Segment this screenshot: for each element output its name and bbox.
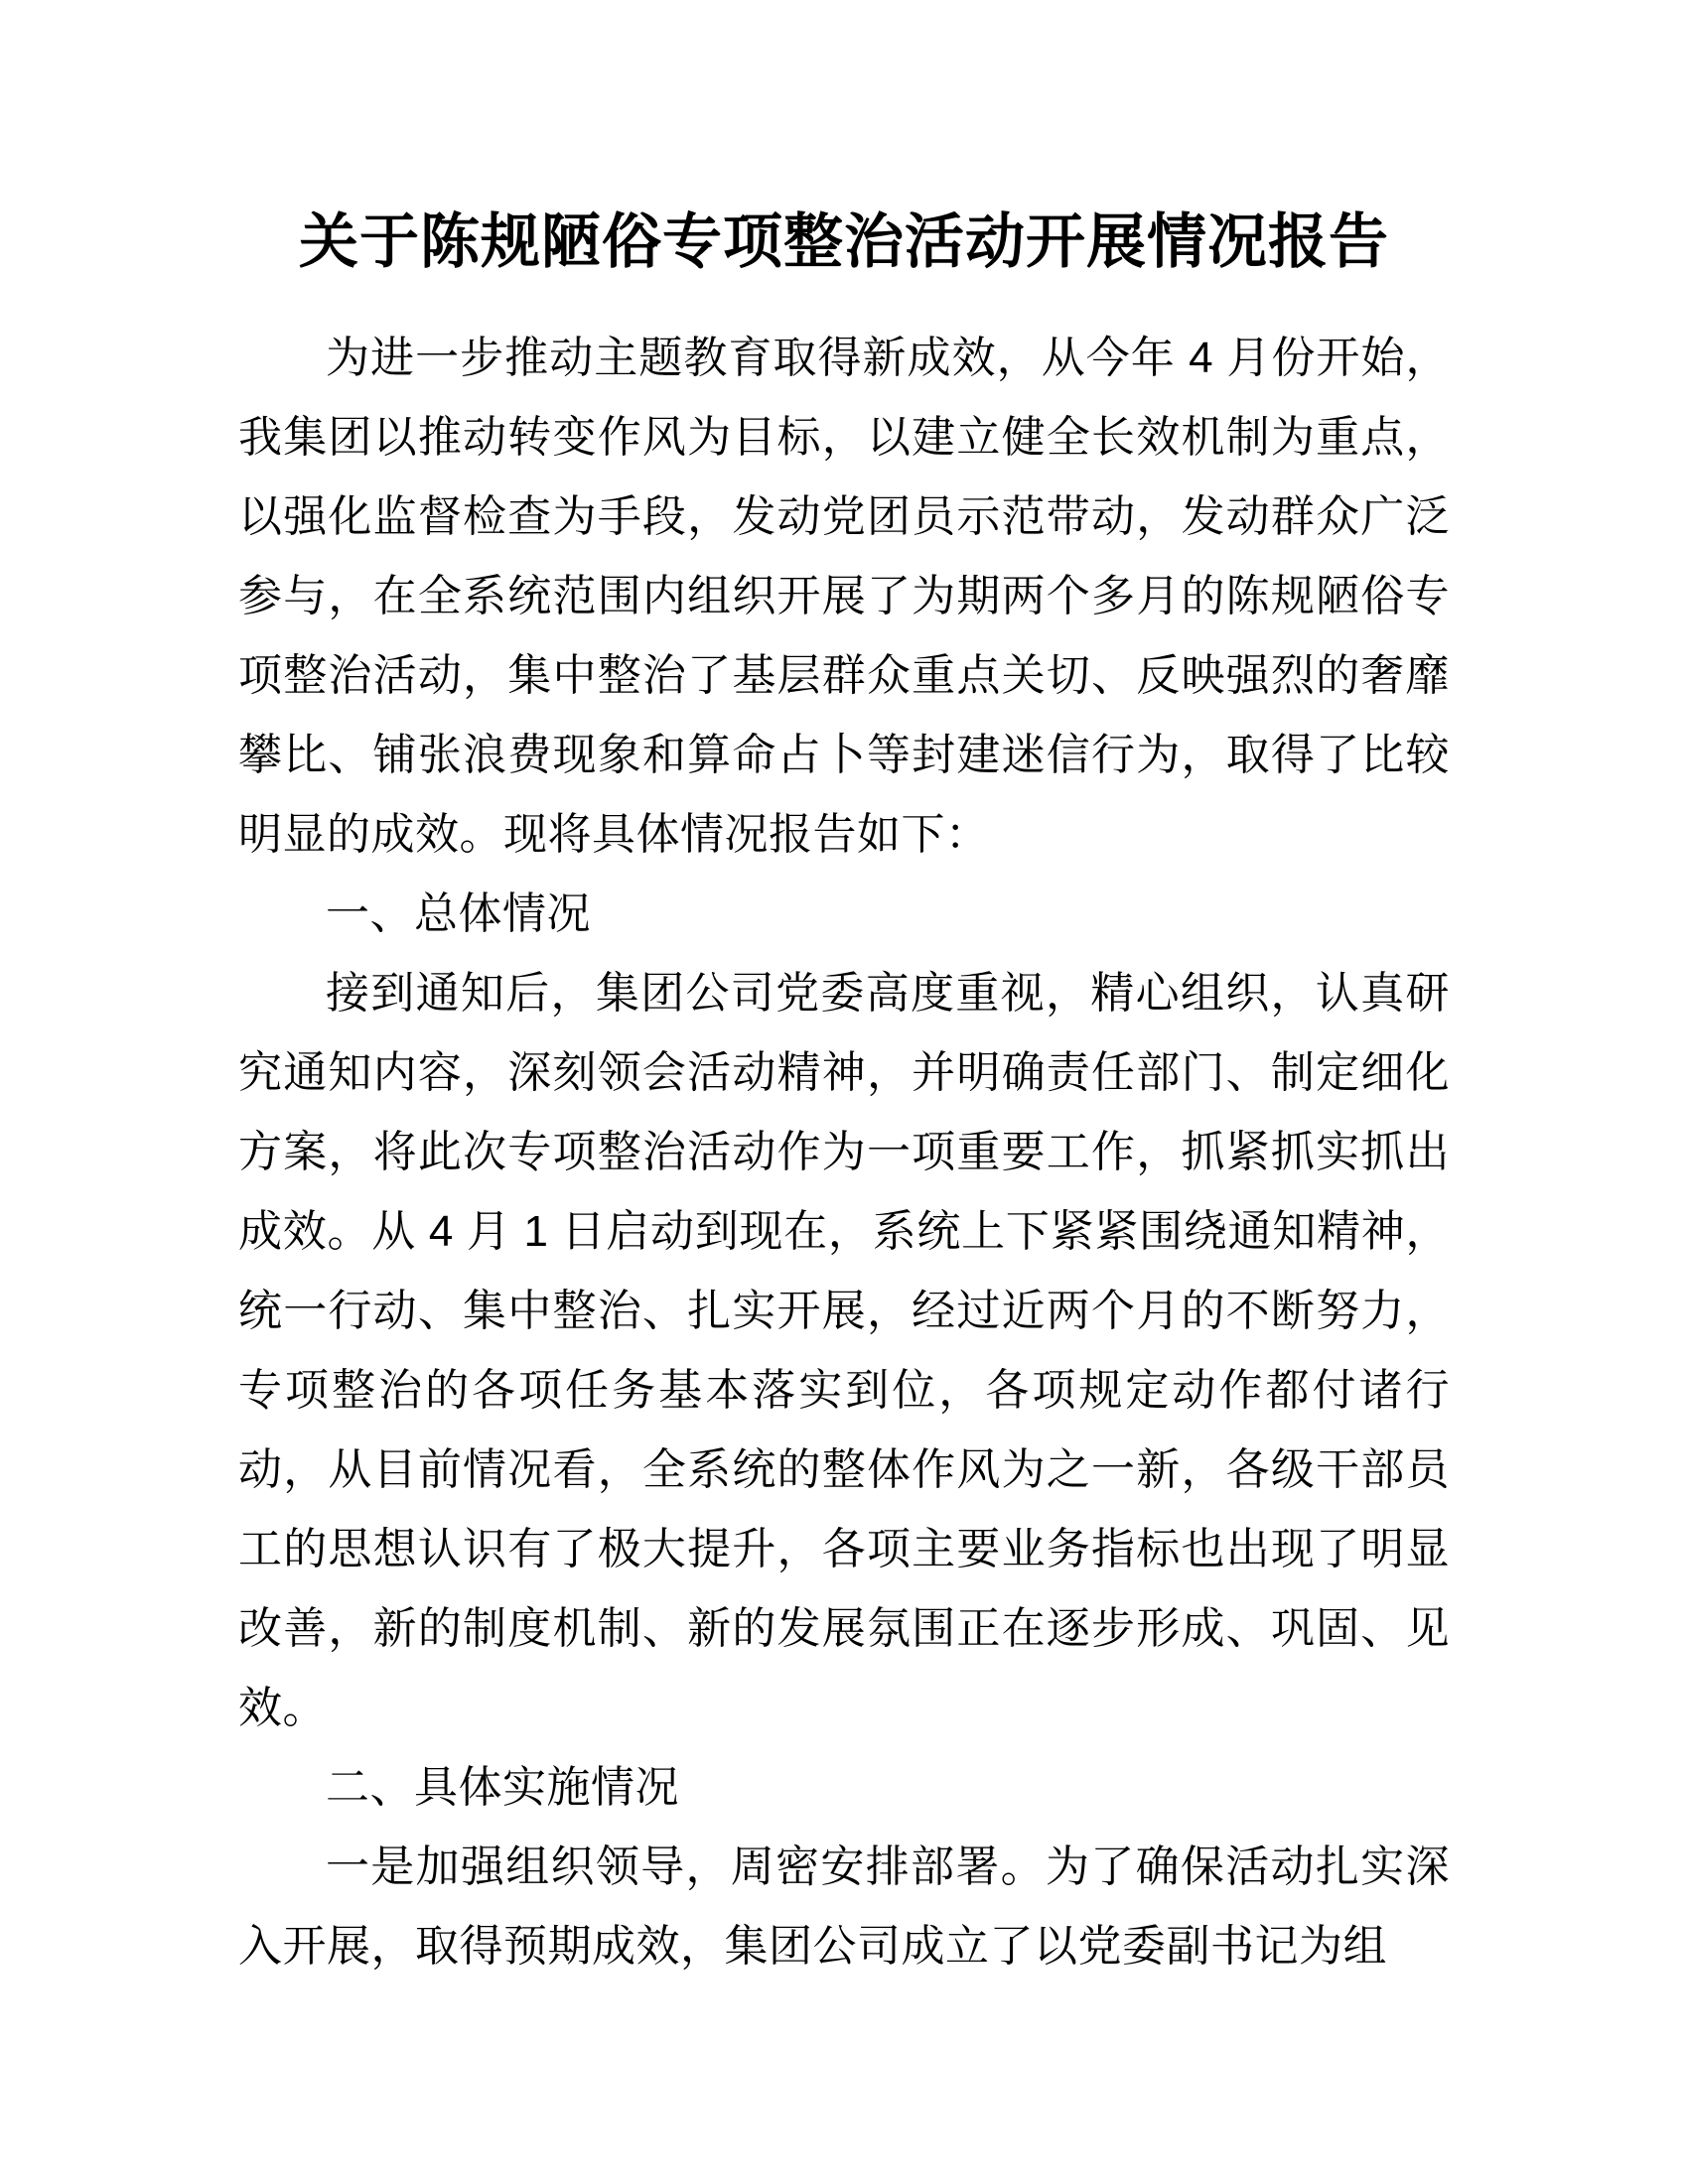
document-title: 关于陈规陋俗专项整治活动开展情况报告 (299, 208, 1389, 275)
section-heading-2: 二、具体实施情况 (326, 1763, 679, 1812)
paragraph-intro: 为进一步推动主题教育取得新成效，从今年 4 月份开始，我集团以推动转变作风为目标，以建立健全长效机制为重点，以强化监督检查为手段，发动党团员示范带动，发动群众广泛参与，在全系统范围内组织开展了为期两个多月的陈规陋俗专项整治活动，集中整治了基层群众重点关切、反映强烈的奢靡攀比、铺张浪费现象和算命占卜等封建迷信行为，取得了比较明显的成效。现将具体情况报告如下： (238, 334, 1450, 859)
section-heading-1: 一、总体情况 (326, 889, 591, 938)
paragraph-overall-situation: 接到通知后，集团公司党委高度重视，精心组织，认真研究通知内容，深刻领会活动精神，并明确责任部门、制定细化方案，将此次专项整治活动作为一项重要工作，抓紧抓实抓出成效。从 4 月 1 日启动到现在，系统上下紧紧围绕通知精神，统一行动、集中整治、扎实开展，经过近两个月的不断努力，专项整治的各项任务基本落实到位，各项规定动作都付诸行动，从目前情况看，全系统的整体作风为之一新，各级干部员工的思想认识有了极大提升，各项主要业务指标也出现了明显改善，新的制度机制、新的发展氛围正在逐步形成、巩固、见效。 (238, 969, 1450, 1732)
paragraph-implementation: 一是加强组织领导，周密安排部署。为了确保活动扎实深入开展，取得预期成效，集团公司成立了以党委副书记为组 (238, 1843, 1450, 1971)
